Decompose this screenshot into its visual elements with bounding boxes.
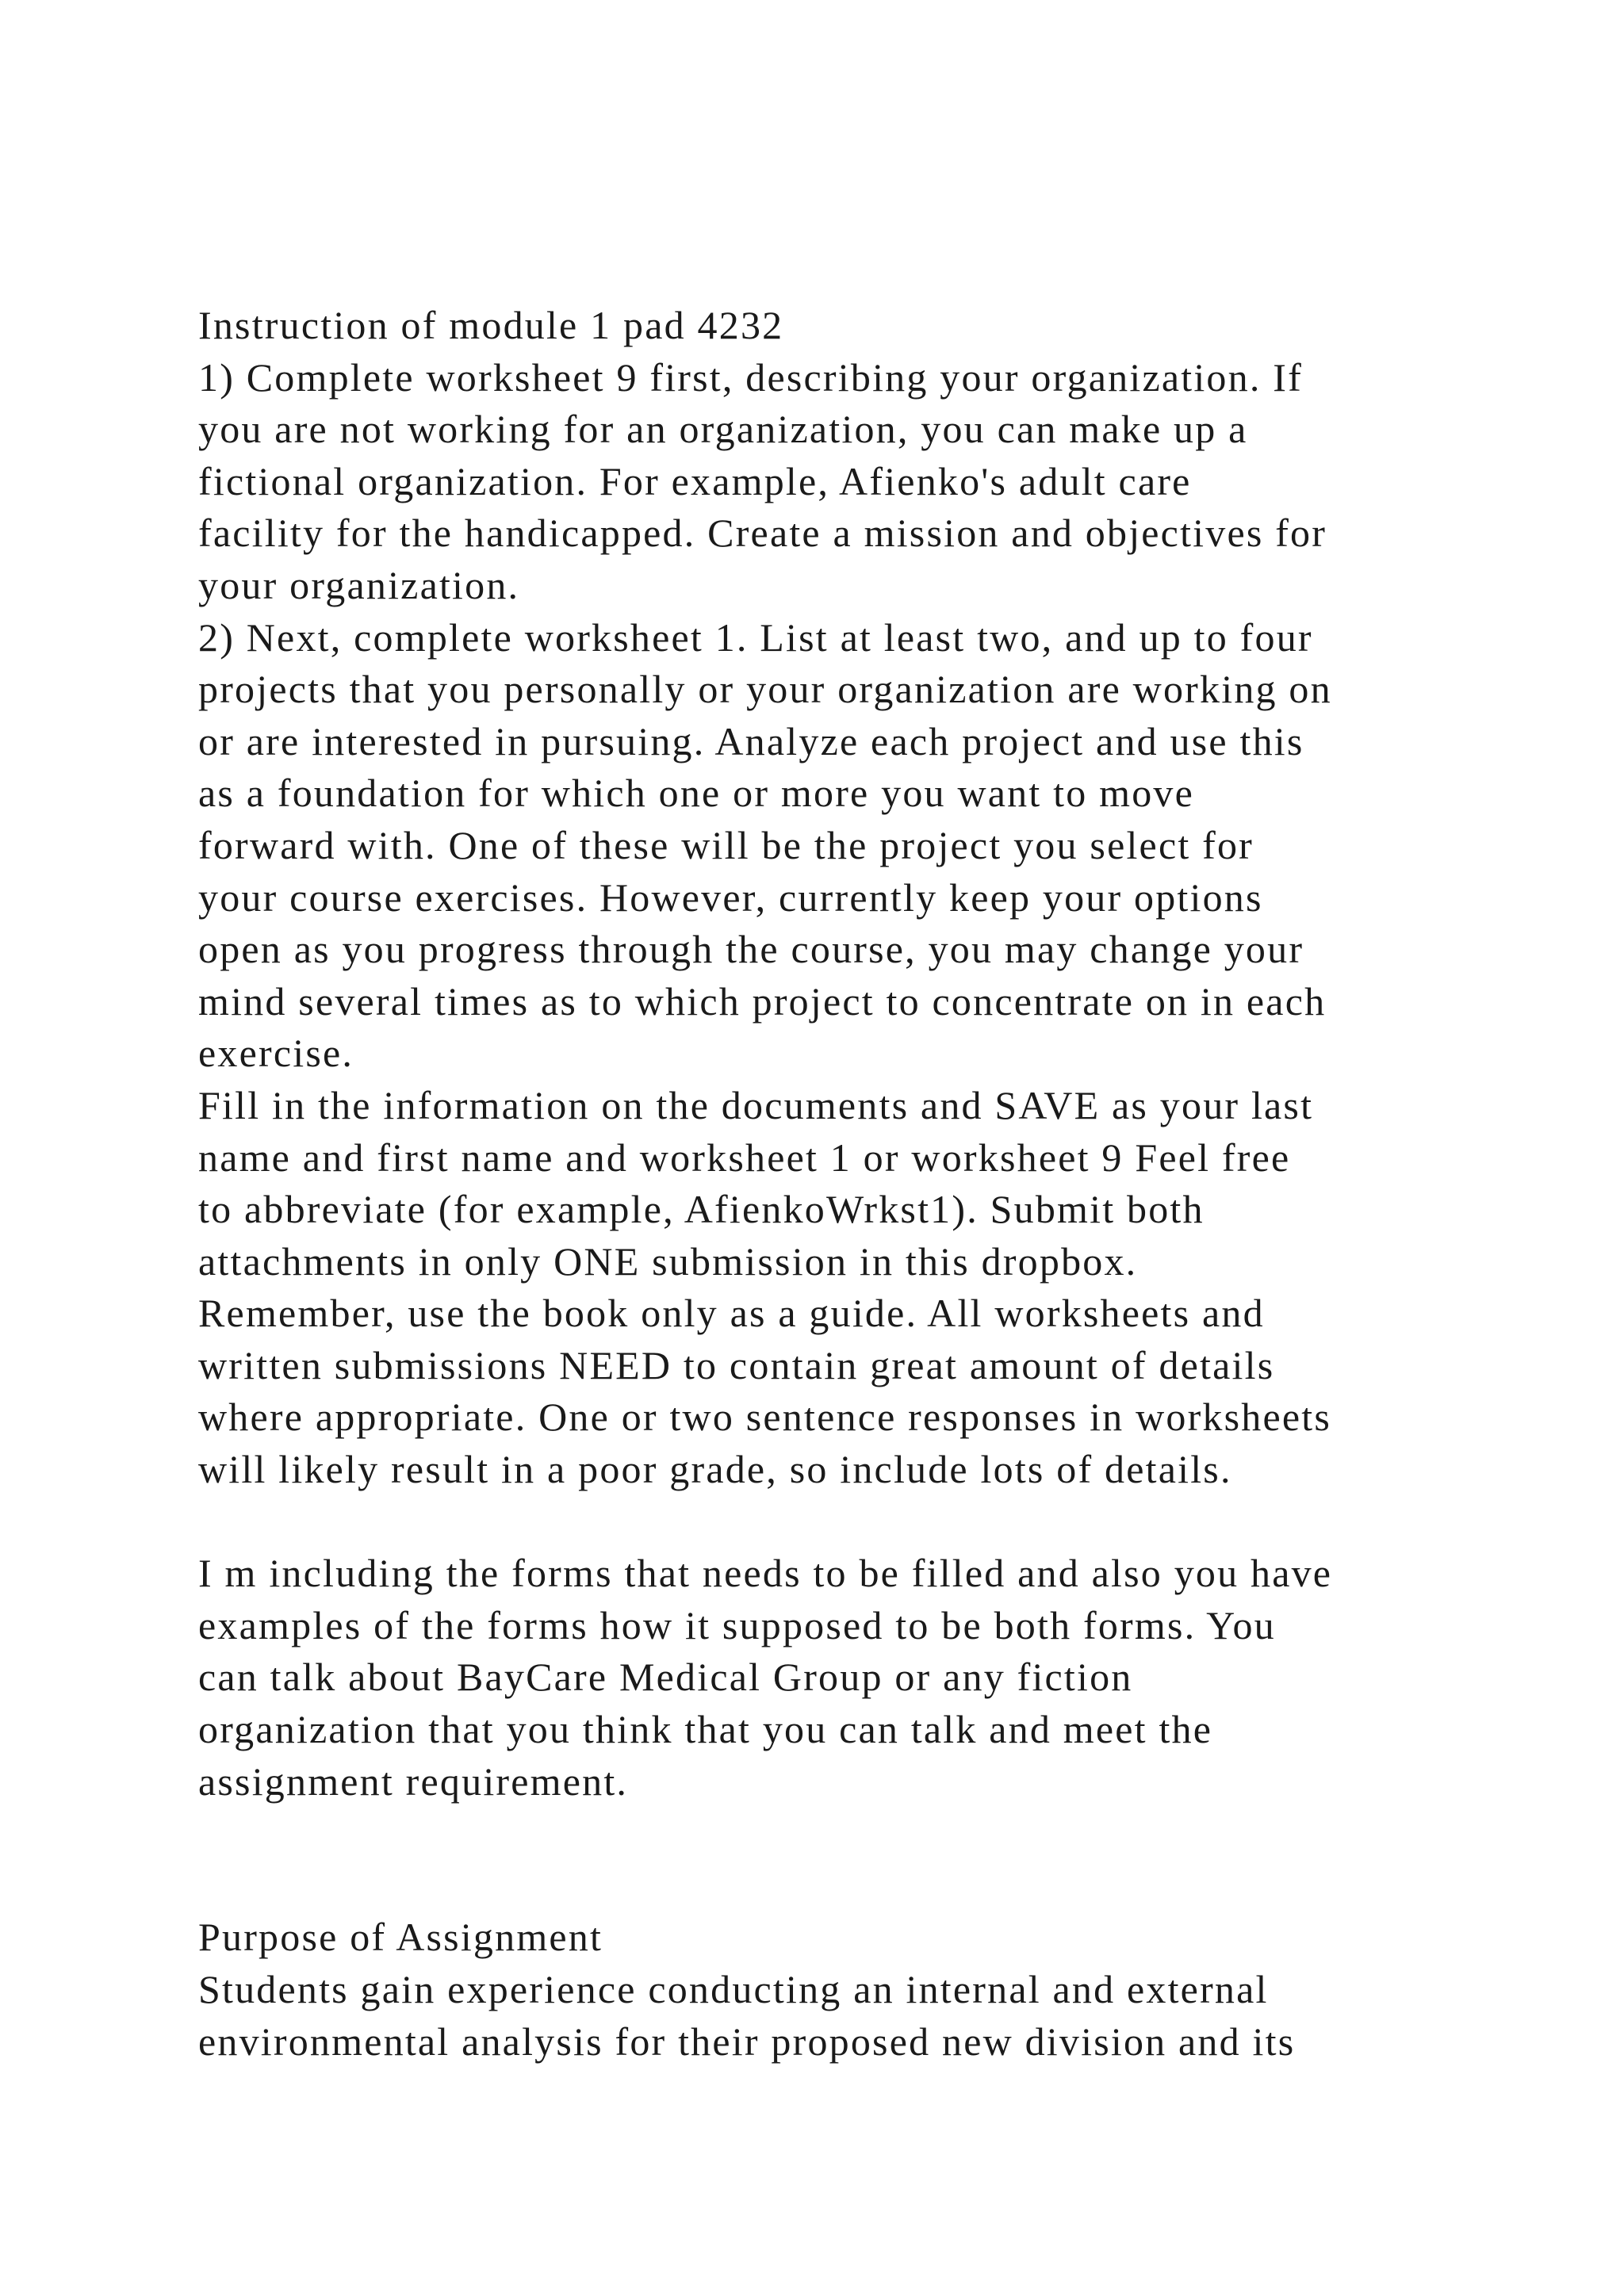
text-line: open as you progress through the course, you may change your (198, 927, 1304, 972)
text-line: written submissions NEED to contain great amount of details (198, 1342, 1275, 1387)
text-line: projects that you personally or your organization are working on (198, 667, 1332, 712)
text-line: as a foundation for which one or more you want to move (198, 771, 1195, 816)
text-line: or are interested in pursuing. Analyze each project and use this (198, 718, 1304, 763)
text-line: assignment requirement. (198, 1758, 629, 1804)
blank-line (198, 1860, 1499, 1912)
text-line: your course exercises. However, currently keep your options (198, 874, 1263, 920)
text-line: mind several times as to which project to concentrate on in each (198, 978, 1327, 1024)
text-line: your organization. (198, 562, 520, 607)
blank-line (198, 1808, 1499, 1860)
section-heading: Purpose of Assignment (198, 1915, 603, 1960)
text-line: attachments in only ONE submission in this dropbox. (198, 1238, 1138, 1284)
text-line: organization that you think that you can talk and meet the (198, 1707, 1213, 1752)
document-body (198, 300, 1499, 2068)
text-line: will likely result in a poor grade, so include lots of details. (198, 1447, 1232, 1492)
text-line: to abbreviate (for example, AfienkoWrkst1). Submit both (198, 1187, 1205, 1232)
text-line: facility for the handicapped. Create a mission and objectives for (198, 511, 1327, 556)
text-line: examples of the forms how it supposed to be both forms. You (198, 1602, 1276, 1647)
text-line: can talk about BayCare Medical Group or any fiction (198, 1655, 1133, 1700)
text-line: name and first name and worksheet 1 or worksheet 9 Feel free (198, 1135, 1291, 1180)
text-line: where appropriate. One or two sentence responses in worksheets (198, 1395, 1332, 1440)
blank-line (198, 1496, 1499, 1548)
text-line: environmental analysis for their proposed new division and its (198, 2019, 1296, 2064)
text-line: Fill in the information on the documents and SAVE as your last (198, 1082, 1314, 1127)
text-line: fictional organization. For example, Afienko's adult care (198, 458, 1192, 503)
text-line: Remember, use the book only as a guide. All worksheets and (198, 1291, 1265, 1336)
text-line: forward with. One of these will be the project you select for (198, 822, 1254, 867)
text-line: exercise. (198, 1031, 354, 1076)
text-line: 1) Complete worksheet 9 first, describing your organization. If (198, 354, 1303, 400)
text-line: you are not working for an organization, you can make up a (198, 407, 1248, 452)
text-line: 2) Next, complete worksheet 1. List at least two, and up to four (198, 614, 1313, 660)
text-line: I m including the forms that needs to be filled and also you have (198, 1551, 1333, 1596)
text-line: Students gain experience conducting an internal and external (198, 1967, 1269, 2011)
document-title: Instruction of module 1 pad 4232 (198, 303, 784, 347)
